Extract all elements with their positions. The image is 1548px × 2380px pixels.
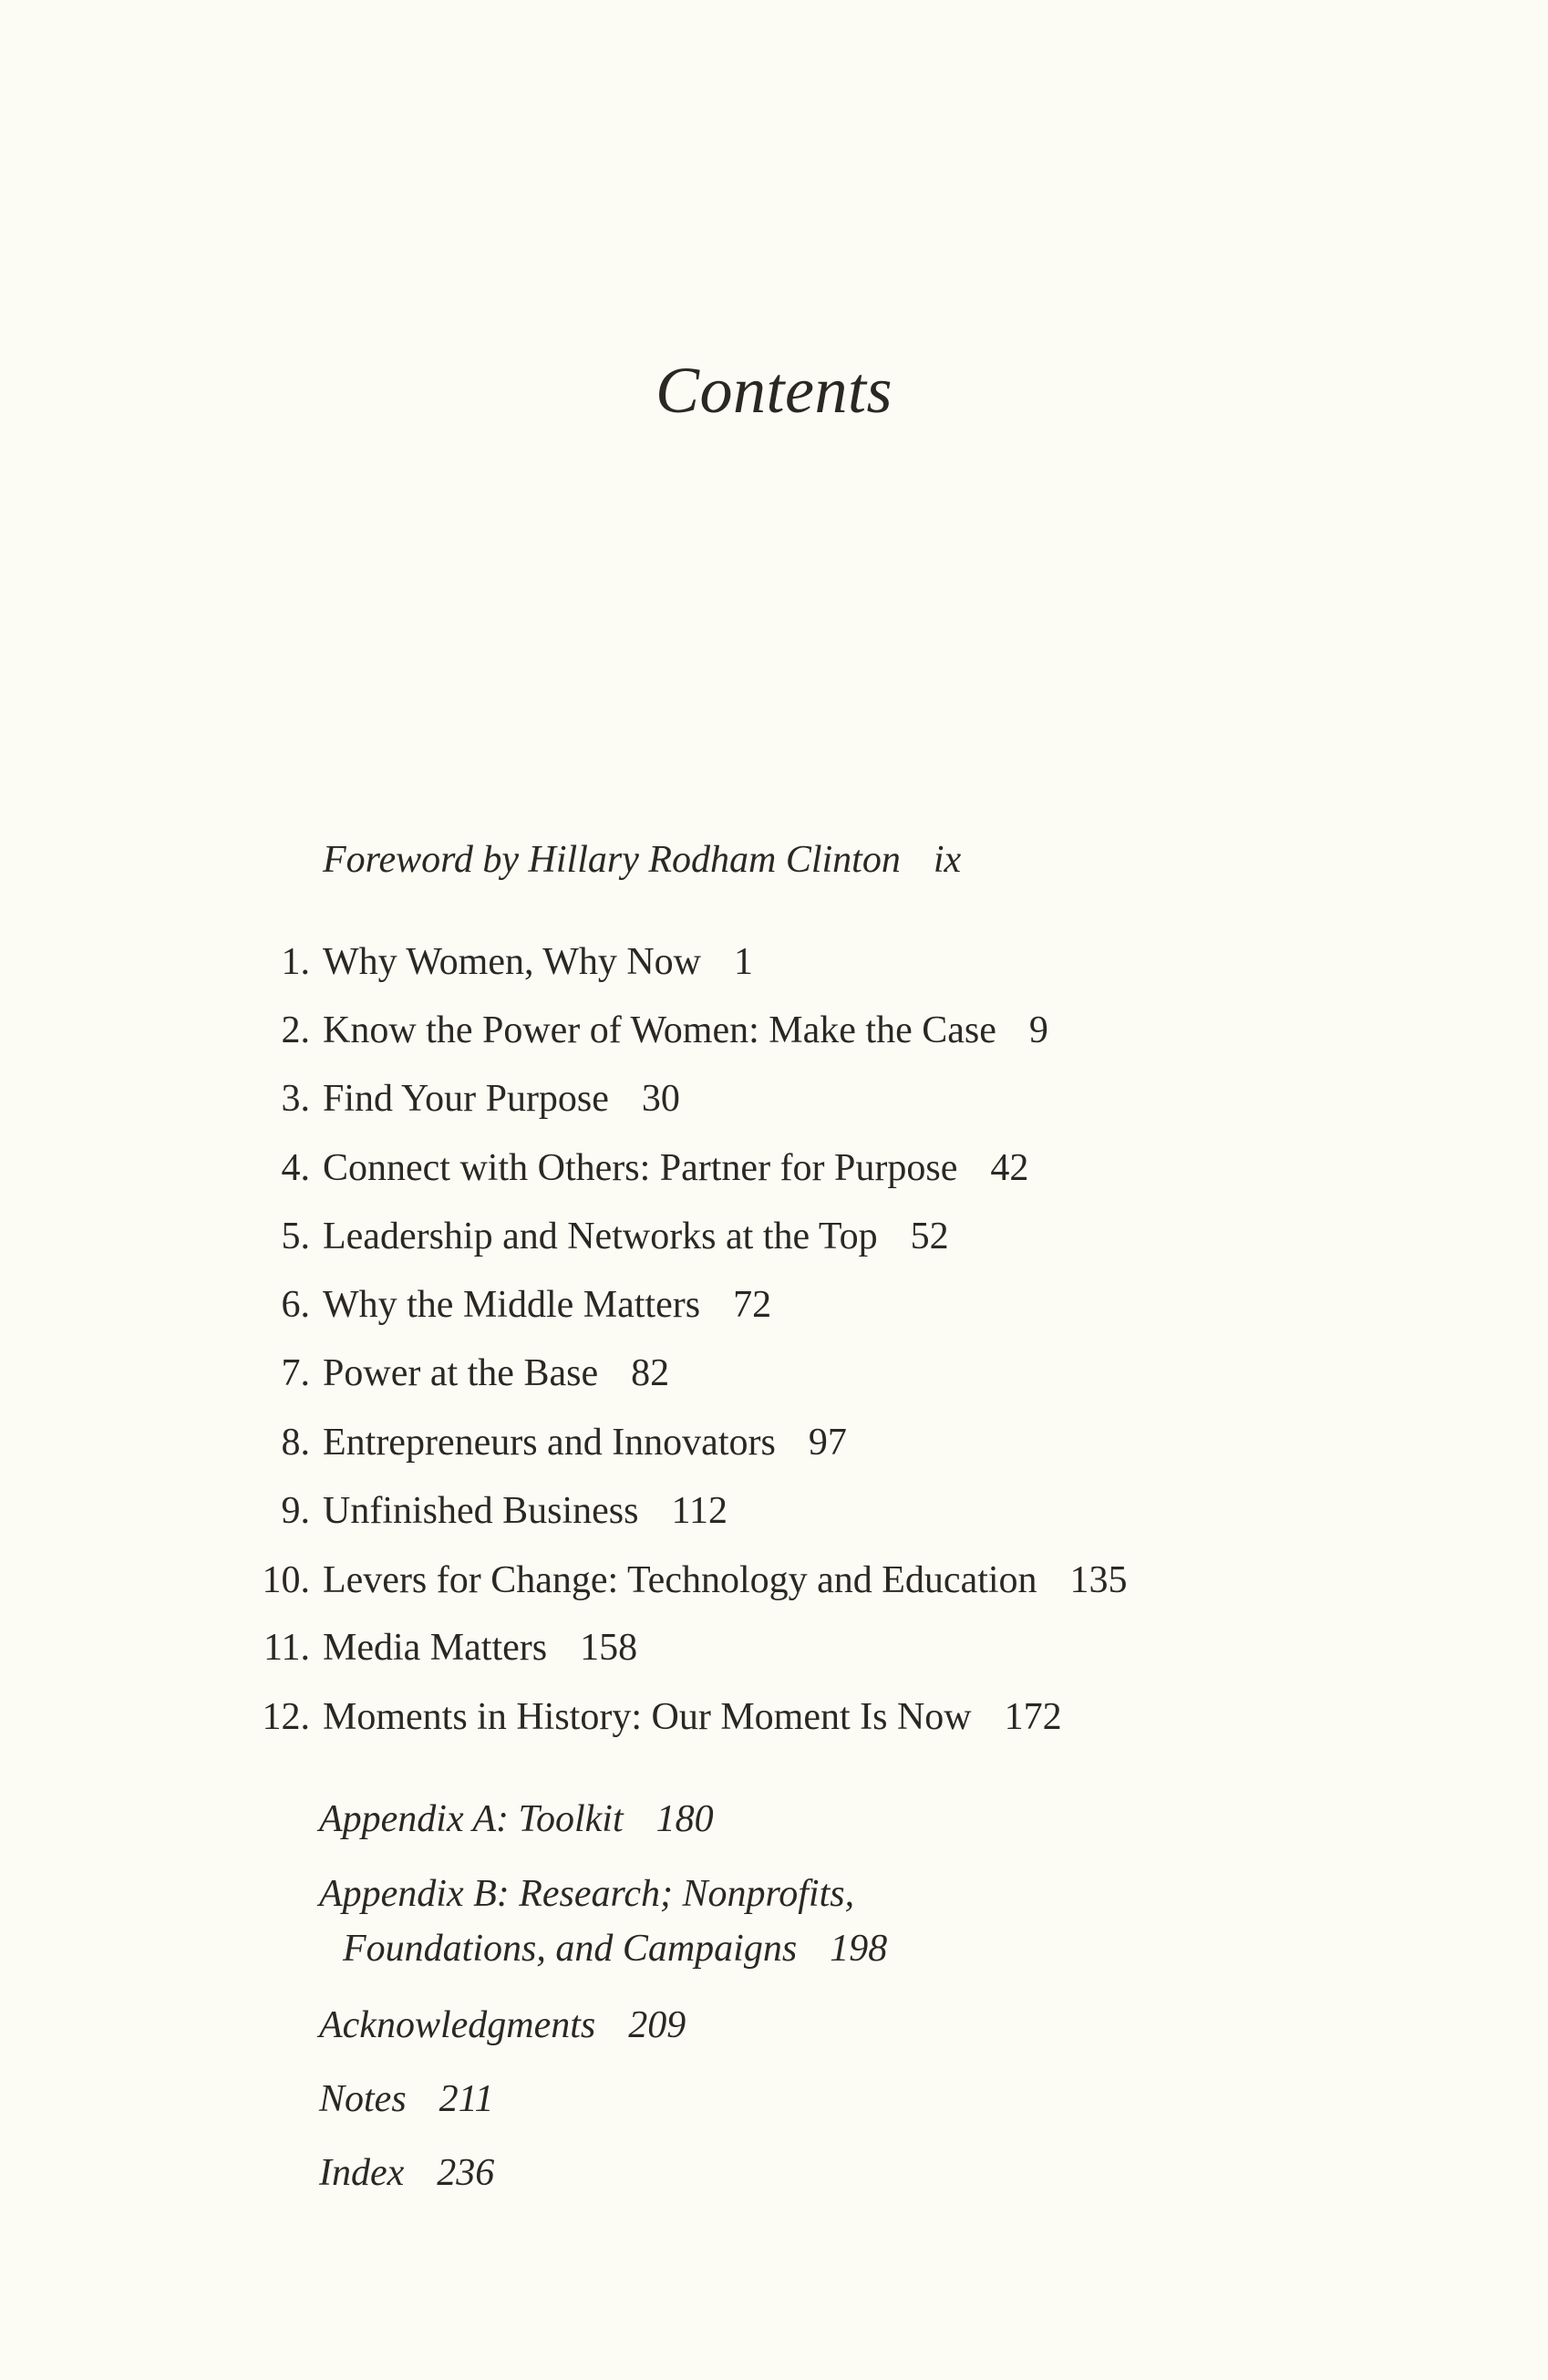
- chapter-page: 135: [1069, 1559, 1128, 1601]
- chapter-number: 7.: [281, 1352, 310, 1394]
- toc-entry-foreword: [323, 841, 961, 879]
- chapter-page: 72: [733, 1284, 772, 1326]
- toc-chapter-2: [281, 1009, 1048, 1051]
- toc-chapter-11: [263, 1627, 638, 1669]
- toc-chapter-4: [281, 1147, 1029, 1189]
- chapter-title: Why the Middle Matters: [323, 1284, 701, 1326]
- chapter-title: Entrepreneurs and Innovators: [323, 1422, 776, 1464]
- page-title: Contents: [655, 354, 893, 427]
- toc-chapter-10: [262, 1559, 1128, 1601]
- toc-entry-index: [319, 2154, 494, 2192]
- toc-chapter-3: [281, 1078, 680, 1120]
- chapter-number: 9.: [281, 1490, 310, 1532]
- toc-entry-appendix-a: [319, 1800, 714, 1838]
- chapter-number: 4.: [281, 1147, 310, 1189]
- toc-chapter-12: [262, 1696, 1062, 1738]
- chapter-page: 1: [734, 941, 754, 983]
- chapter-page: 158: [580, 1627, 638, 1669]
- toc-entry-notes: [319, 2080, 494, 2118]
- chapter-title: Media Matters: [323, 1627, 548, 1669]
- chapter-page: 82: [631, 1352, 670, 1394]
- toc-chapter-7: [281, 1352, 670, 1394]
- chapter-title: Leadership and Networks at the Top: [323, 1216, 878, 1257]
- chapter-title: Unfinished Business: [323, 1490, 639, 1532]
- toc-chapter-6: [281, 1284, 772, 1326]
- chapter-number: 11.: [263, 1627, 310, 1669]
- chapter-number: 6.: [281, 1284, 310, 1326]
- toc-entry-page: 180: [655, 1798, 714, 1840]
- chapter-title: Levers for Change: Technology and Education: [323, 1559, 1037, 1601]
- toc-entry-label-line-2: [319, 1930, 887, 1968]
- chapter-page: 112: [671, 1490, 728, 1532]
- chapter-number: 1.: [281, 941, 310, 983]
- toc-chapter-8: [281, 1422, 847, 1464]
- chapter-title: Know the Power of Women: Make the Case: [323, 1009, 996, 1051]
- toc-chapter-9: [281, 1490, 728, 1532]
- toc-entry-acknowledgments: [319, 2006, 686, 2044]
- toc-chapter-5: [281, 1216, 949, 1257]
- chapter-page: 30: [641, 1078, 680, 1120]
- toc-entry-page: ix: [933, 839, 962, 881]
- toc-chapter-1: [281, 941, 754, 983]
- toc-entry-page: 209: [628, 2004, 686, 2046]
- chapter-title: Why Women, Why Now: [323, 941, 702, 983]
- chapter-number: 10.: [262, 1559, 310, 1601]
- chapter-title: Moments in History: Our Moment Is Now: [323, 1696, 972, 1738]
- toc-entry-label: Index: [319, 2152, 405, 2194]
- chapter-number: 8.: [281, 1422, 310, 1464]
- toc-entry-label-line-1: Appendix B: Research; Nonprofits,: [319, 1873, 855, 1915]
- chapter-number: 3.: [281, 1078, 310, 1120]
- chapter-number: 12.: [262, 1696, 310, 1738]
- chapter-page: 97: [808, 1422, 847, 1464]
- chapter-number: 2.: [281, 1009, 310, 1051]
- toc-entry-page: 198: [830, 1928, 888, 1970]
- toc-entry-label: Foundations, and Campaigns: [343, 1928, 798, 1970]
- chapter-page: 172: [1004, 1696, 1062, 1738]
- chapter-title: Power at the Base: [323, 1352, 599, 1394]
- chapter-title: Find Your Purpose: [323, 1078, 609, 1120]
- chapter-number: 5.: [281, 1216, 310, 1257]
- chapter-title: Connect with Others: Partner for Purpose: [323, 1147, 958, 1189]
- toc-entry-label: Notes: [319, 2078, 407, 2120]
- chapter-page: 52: [910, 1216, 949, 1257]
- toc-entry-label: Acknowledgments: [319, 2004, 596, 2046]
- toc-entry-label: Appendix A: Toolkit: [319, 1798, 624, 1840]
- toc-entry-appendix-b: [319, 1875, 887, 1968]
- toc-entry-label: Foreword by Hillary Rodham Clinton: [323, 839, 901, 881]
- chapter-page: 9: [1028, 1009, 1048, 1051]
- toc-entry-page: 211: [439, 2078, 494, 2120]
- toc-entry-page: 236: [437, 2152, 495, 2194]
- chapter-page: 42: [990, 1147, 1029, 1189]
